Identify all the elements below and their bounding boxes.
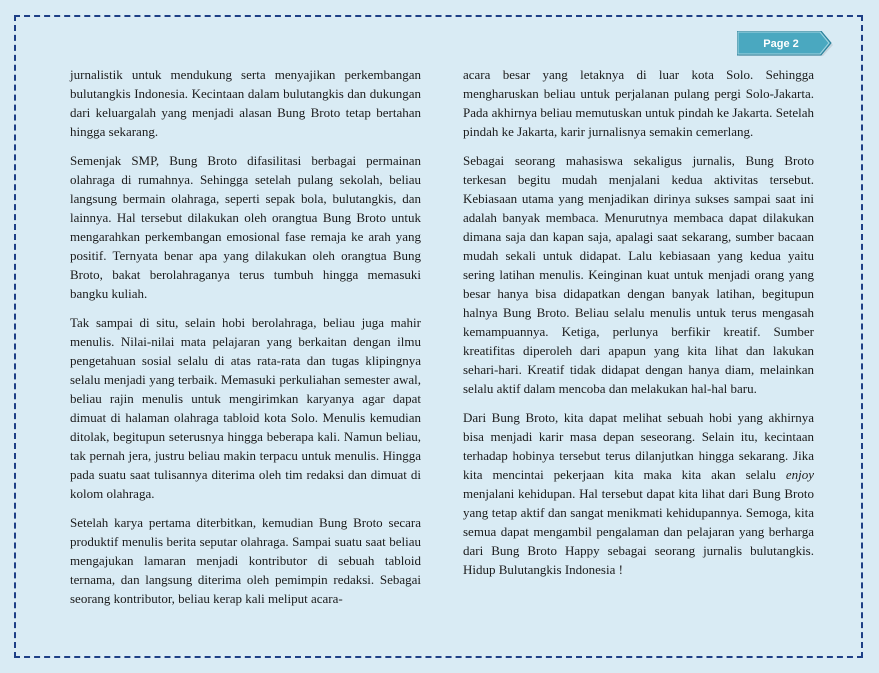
left-paragraph-1: jurnalistik untuk mendukung serta menyajikan perkembangan bulutangkis Indonesia. Kecintaan dalam bulutangkis dan dukungan dari keluargalah yang menjadi alasan Bung Broto tetap bertahan hingga sekarang. — [70, 67, 421, 139]
right-paragraph-3 — [463, 408, 814, 579]
right-paragraph-3-start: Dari Bung Broto, kita dapat melihat sebuah hobi yang akhirnya bisa menjadi karir masa depan seseorang. Selain itu, kecintaan terhadap hobinya tersebut terus dilanjutkan hingga sekarang. Jika kita mencintai pekerjaan kita maka kita akan selalu — [463, 410, 814, 482]
left-column — [70, 65, 421, 618]
page-number-tab — [737, 31, 835, 57]
page-number-label: Page 2 — [763, 38, 799, 50]
left-paragraph-3: Tak sampai di situ, selain hobi berolahraga, beliau juga mahir menulis. Nilai-nilai mata pelajaran yang berkaitan dengan ilmu pengetahuan sosial selalu di atas rata-rata dan tugas klipingnya selalu menjadi yang terbaik. Memasuki perkuliahan semester awal, beliau rajin menulis untuk mengirimkan karyanya agar dapat dimuat di halaman olahraga tabloid kota Solo. Menulis kemudian ditolak, begitupun seterusnya hingga beberapa kali. Namun beliau, tak pernah jera, justru beliau makin terpacu untuk menulis. Hingga pada suatu saat tulisannya diterima oleh tim redaksi dan dimuat di kolom olahraga. — [70, 315, 421, 501]
left-paragraph-4: Setelah karya pertama diterbitkan, kemudian Bung Broto secara produktif menulis berita seputar olahraga. Sampai suatu saat beliau mengajukan lamaran menjadi kontributor di sebuah tabloid ternama, dan langsung diterima oleh pemimpin redaksi. Sebagai seorang kontributor, beliau kerap kali meliput acara- — [70, 515, 421, 606]
right-column — [463, 65, 814, 589]
right-paragraph-3-end: menjalani kehidupan. Hal tersebut dapat kita lihat dari Bung Broto yang tetap aktif dan sangat menikmati kehidupannya. Semoga, kita semua dapat mengambil pengalaman dan pelajaran yang berharga dari Bung Broto Happy sebagai seorang jurnalis bulutangkis. Hidup Bulutangkis Indonesia ! — [463, 486, 814, 577]
right-paragraph-1: acara besar yang letaknya di luar kota Solo. Sehingga mengharuskan beliau untuk perjalanan pulang pergi Solo-Jakarta. Pada akhirnya beliau memutuskan untuk pindah ke Jakarta. Setelah pindah ke Jakarta, karir jurnalisnya semakin cemerlang. — [463, 67, 814, 139]
left-paragraph-2: Semenjak SMP, Bung Broto difasilitasi berbagai permainan olahraga di rumahnya. Sehingga setelah pulang sekolah, beliau langsung bermain olahraga, seperti sepak bola, bulutangkis, dan lainnya. Hal tersebut dilakukan oleh orangtua Bung Broto untuk mengarahkan perkembangan emosional fase remaja ke arah yang positif. Ternyata benar apa yang dilakukan oleh orangtua Bung Broto, bakat berolahraganya terus tumbuh hingga memasuki bangku kuliah. — [70, 153, 421, 301]
right-paragraph-2: Sebagai seorang mahasiswa sekaligus jurnalis, Bung Broto terkesan begitu mudah menjalani kedua aktivitas tersebut. Kebiasaan utama yang menjadikan dirinya sukses sampai saat ini adalah banyak membaca. Menurutnya membaca dapat dilakukan dimana saja dan kapan saja, apalagi saat sekarang, sumber bacaan mudah sekali untuk didapat. Lalu kebiasaan yang kedua yaitu sering latihan menulis. Keinginan kuat untuk menjadi orang yang besar hanya bisa didapatkan dengan banyak latihan, begitupun halnya Bung Broto. Beliau selalu menulis untuk terus mengasah kemampuannya. Ketiga, perlunya berfikir kreatif. Sumber kreatifitas diperoleh dari apapun yang kita lihat dan lakukan sehari-hari. Kreatif tidak didapat dengan hanya diam, melainkan selalu aktif dalam mencoba dan melakukan hal-hal baru. — [463, 153, 814, 396]
enjoy-italic-word: enjoy — [785, 467, 814, 482]
